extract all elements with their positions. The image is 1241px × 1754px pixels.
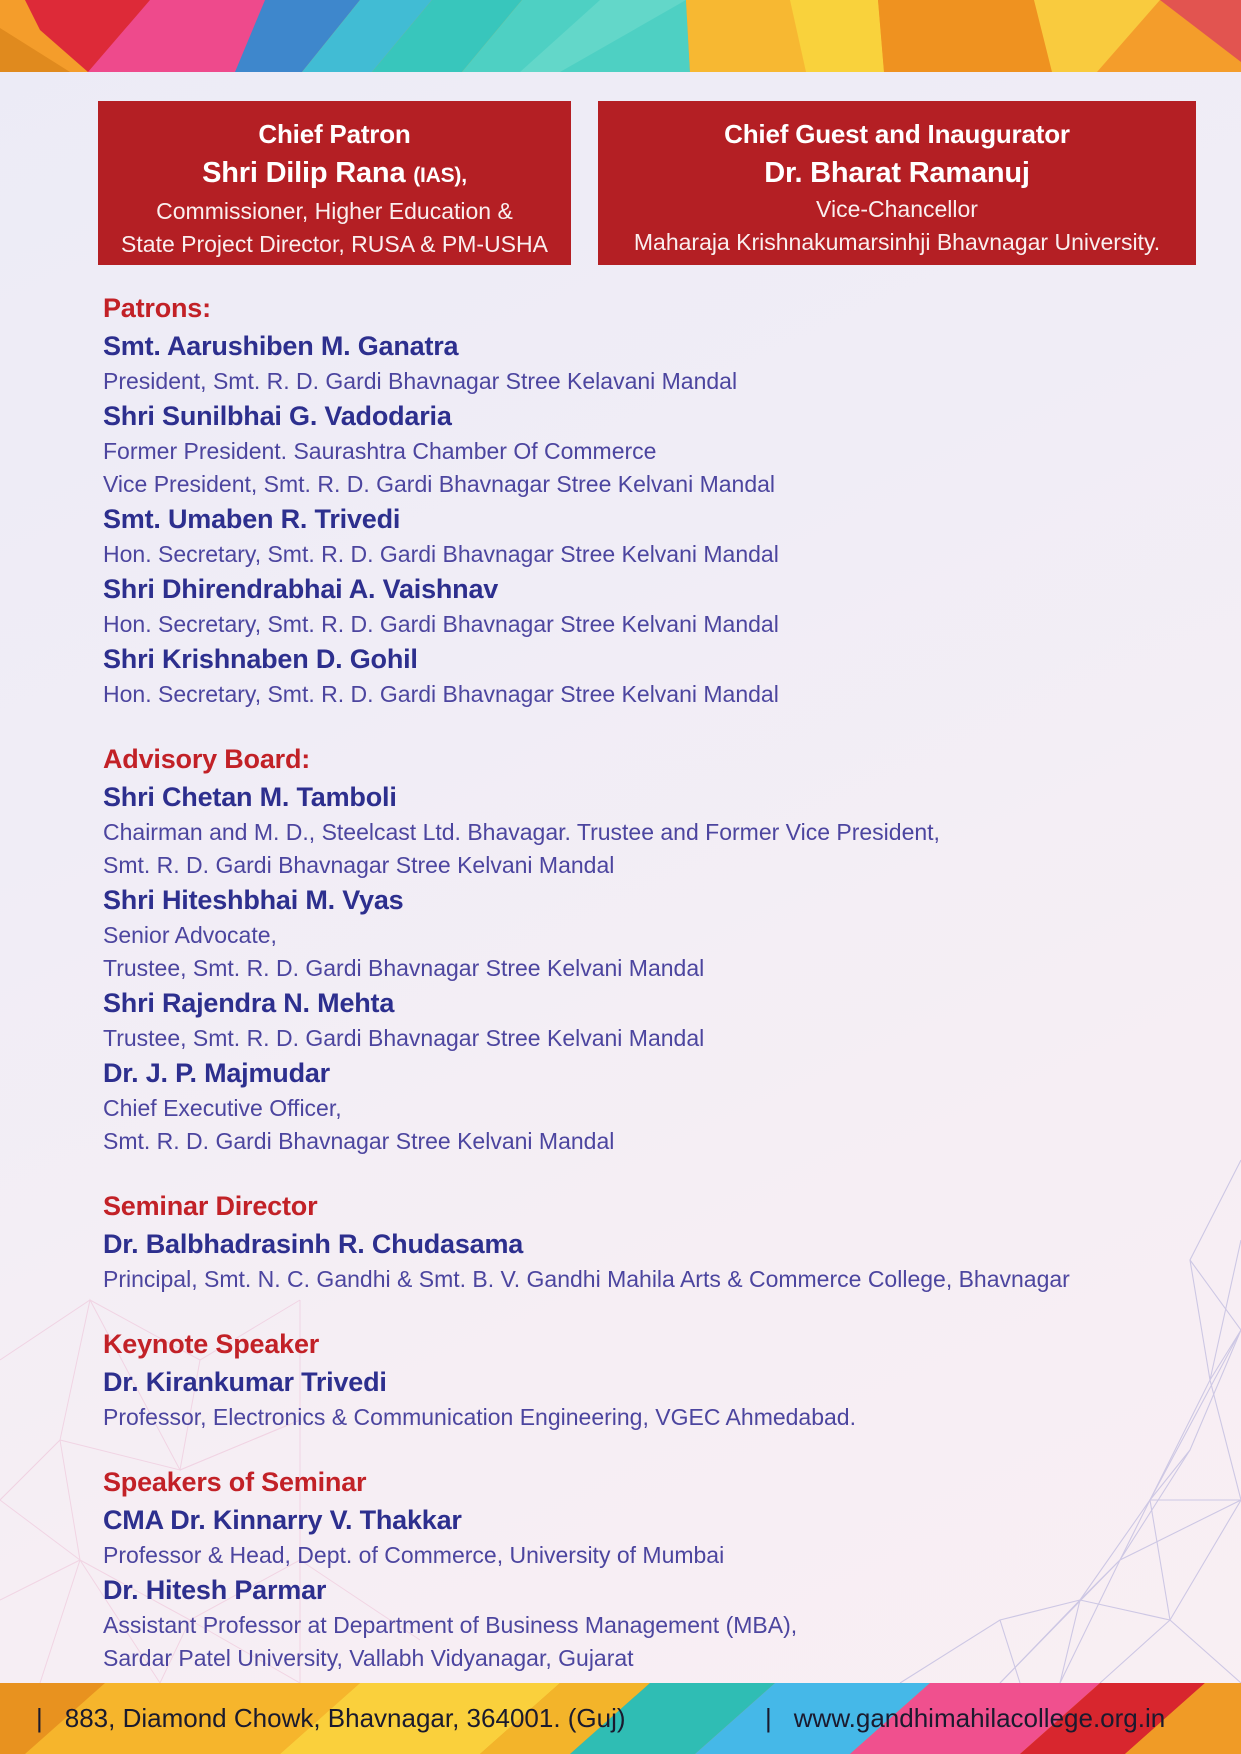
person-role: Hon. Secretary, Smt. R. D. Gardi Bhavnagar Stree Kelvani Mandal [103,681,779,707]
person-name: Dr. Balbhadrasinh R. Chudasama [103,1229,524,1259]
person-role: Smt. R. D. Gardi Bhavnagar Stree Kelvani Mandal [103,1128,615,1154]
footer-address-text: 883, Diamond Chowk, Bhavnagar, 364001. (Guj) [64,1703,626,1733]
chief-patron-role-line: Commissioner, Higher Education & [156,198,513,224]
chief-guest-name: Dr. Bharat Ramanuj [764,157,1030,189]
person-name: Shri Krishnaben D. Gohil [103,644,418,674]
section-speakers-of-seminar [103,1462,1188,1675]
section-seminar-director [103,1186,1188,1296]
chief-guest-title: Chief Guest and Inaugurator [724,119,1070,149]
person-role: Trustee, Smt. R. D. Gardi Bhavnagar Stree Kelvani Mandal [103,955,705,981]
person-name: Smt. Umaben R. Trivedi [103,504,401,534]
person-role: Assistant Professor at Department of Business Management (MBA), [103,1612,798,1638]
person-name: Shri Chetan M. Tamboli [103,782,397,812]
person-role: Smt. R. D. Gardi Bhavnagar Stree Kelvani Mandal [103,852,615,878]
person-role: Vice President, Smt. R. D. Gardi Bhavnagar Stree Kelvani Mandal [103,471,776,497]
person-name: CMA Dr. Kinnarry V. Thakkar [103,1505,462,1535]
section-heading: Advisory Board: [103,744,311,774]
person-name: Dr. J. P. Majmudar [103,1058,330,1088]
person-role: Trustee, Smt. R. D. Gardi Bhavnagar Stree Kelvani Mandal [103,1025,705,1051]
person-role: Chairman and M. D., Steelcast Ltd. Bhavagar. Trustee and Former Vice President, [103,819,940,845]
person-name: Dr. Kirankumar Trivedi [103,1367,387,1397]
chief-patron-role-line: State Project Director, RUSA & PM-USHA [121,231,548,257]
person-role: Chief Executive Officer, [103,1095,342,1121]
chief-guest-box [598,101,1196,265]
chief-guest-role-line: Maharaja Krishnakumarsinhji Bhavnagar University. [633,229,1161,255]
chief-patron-name: Shri Dilip Rana (IAS), [202,157,467,189]
person-name: Shri Dhirendrabhai A. Vaishnav [103,574,499,604]
chief-guest-role-line: Vice-Chancellor [816,196,978,222]
person-name: Dr. Hitesh Parmar [103,1575,327,1605]
person-name: Shri Hiteshbhai M. Vyas [103,885,404,915]
header-boxes [98,101,1196,265]
person-name: Smt. Aarushiben M. Ganatra [103,331,459,361]
footer-separator: | [765,1703,772,1733]
person-role: President, Smt. R. D. Gardi Bhavnagar Stree Kelavani Mandal [103,368,738,394]
chief-patron-name-suffix: (IAS), [413,164,467,187]
person-role: Sardar Patel University, Vallabh Vidyanagar, Gujarat [103,1645,634,1671]
section-heading: Speakers of Seminar [103,1467,367,1497]
person-role: Professor, Electronics & Communication Engineering, VGEC Ahmedabad. [103,1404,856,1430]
person-role: Former President. Saurashtra Chamber Of Commerce [103,438,657,464]
person-name: Shri Rajendra N. Mehta [103,988,395,1018]
footer-website [765,1683,1165,1754]
chief-patron-title: Chief Patron [258,119,411,149]
section-heading: Seminar Director [103,1191,318,1221]
person-role: Hon. Secretary, Smt. R. D. Gardi Bhavnagar Stree Kelvani Mandal [103,611,779,637]
section-patrons [103,288,1188,711]
person-name: Shri Sunilbhai G. Vadodaria [103,401,452,431]
section-keynote-speaker [103,1324,1188,1434]
person-role: Senior Advocate, [103,922,277,948]
person-role: Hon. Secretary, Smt. R. D. Gardi Bhavnagar Stree Kelvani Mandal [103,541,779,567]
content-area [103,288,1188,1675]
person-role: Principal, Smt. N. C. Gandhi & Smt. B. V. Gandhi Mahila Arts & Commerce College, Bhavnagar [103,1266,1070,1292]
section-heading: Patrons: [103,293,211,323]
section-heading: Keynote Speaker [103,1329,320,1359]
top-banner-graphic [0,0,1241,72]
person-role: Professor & Head, Dept. of Commerce, University of Mumbai [103,1542,725,1568]
footer-bar [0,1683,1241,1754]
section-advisory-board [103,739,1188,1158]
footer-website-link[interactable]: www.gandhimahilacollege.org.in [793,1703,1166,1733]
footer-separator: | [36,1703,43,1733]
footer-address [36,1683,626,1754]
chief-patron-box [98,101,571,265]
